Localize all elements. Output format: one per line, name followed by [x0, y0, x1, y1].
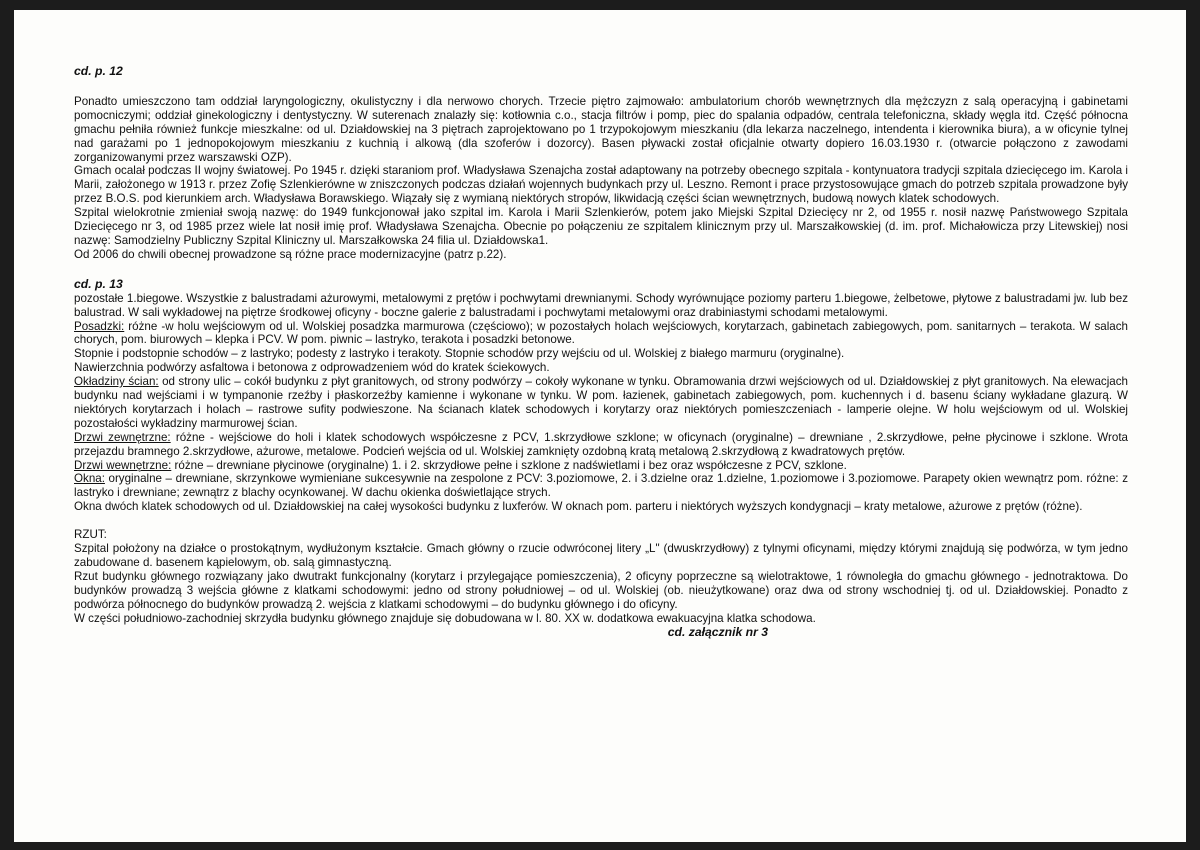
label-okna: Okna:	[74, 472, 105, 486]
paragraph-text: różne - wejściowe do holi i klatek schodowych współczesne z PCV, 1.skrzydłowe szklone; w oficynach (oryginalne) – drewniane , 2.skrzydłowe, pełne płycinowe i szklone. Wrota przejazdu bramnego 2.skrzydłowe, ażurowe, metalowe. Podcień wejścia od ul. Wolskiej zamknięty ozdobną kratą metalową 2.skrzydłową z kwadratowych prętów.	[74, 430, 1128, 458]
paragraph: Szpital położony na działce o prostokątnym, wydłużonym kształcie. Gmach główny o rzucie odwróconej litery „L" (dwuskrzydłowy) z tylnymi oficynami, między którymi znajdują się podwórza, w tym jedno zabudowane d. basenem kąpielowym, ob. salą gimnastyczną.	[74, 542, 1128, 569]
paragraph: W części południowo-zachodniej skrzydła budynku głównego znajduje się dobudowana w l. 80. XX w. dodatkowa ewakuacyjna klatka schodowa.	[74, 611, 816, 625]
label-okladziny: Okładziny ścian:	[74, 375, 159, 389]
document-page	[14, 10, 1186, 842]
section-heading-p13: cd. p. 13	[74, 276, 123, 291]
spacer	[74, 514, 1128, 528]
paragraph: Ponadto umieszczono tam oddział laryngologiczny, okulistyczny i dla nerwowo chorych. Trzecie piętro zajmowało: ambulatorium chorób wewnętrznych dla mężczyzn z salą operacyjną i gabinetami pomocniczymi; oddział ginekologiczny i dentystyczny. W suterenach znalazły się: kotłownia c.o., stacja filtrów i pomp, piec do spalania odpadów, centrala telefoniczna, składy węgla itd. Część północna gmachu pełniła również funkcje mieszkalne: od ul. Działdowskiej na 3 piętrach zaprojektowano po 1 trzypokojowym mieszkaniu (dla lekarza naczelnego, intendenta i kierownika biura), a w oficynie tylnej nad garażami po 1 jednopokojowym mieszkaniu z kuchnią i alkową (dla szoferów i dozorcy). Basen pływacki został oficjalnie otwarty dopiero 16.03.1930 r. (otwarcie połączono z zawodami zorganizowanymi przez warszawski OZP).	[74, 94, 1128, 164]
section-heading-rzut: RZUT:	[74, 528, 107, 542]
paragraph: pozostałe 1.biegowe. Wszystkie z balustradami ażurowymi, metalowymi z prętów i pochwytami drewnianymi. Schody wyrównujące poziomy parteru 1.biegowe, żelbetowe, płytowe z balustradami jw. lub bez balustrad. W sali wykładowej na piętrze środkowej oficyny - boczne galerie z balustradami i pochwytami metalowymi oraz drabiniastymi schodami metalowymi.	[74, 291, 1128, 319]
paragraph: Gmach ocalał podczas II wojny światowej. Po 1945 r. dzięki staraniom prof. Władysława Szenajcha został adaptowany na potrzeby obecnego szpitala - kontynuatora tradycji szpitala dziecięcego im. Karola i Marii, założonego w 1913 r. przez Zofię Szlenkierówne w zniszczonych podczas działań wojennych budynkach przy ul. Leszno. Remont i prace przystosowujące gmach do potrzeb szpitala prowadzone były przez B.O.S. pod kierunkiem arch. Władysława Borawskiego. Wiązały się z wymianą niektórych stropów, likwidacją części ścian wewnętrznych, budową nowych klatek schodowych.	[74, 164, 1128, 206]
paragraph-text: oryginalne – drewniane, skrzynkowe wymieniane sukcesywnie na zespolone z PCV: 3.poziomowe, 2. i 3.dzielne oraz 1.dzielne, 1.poziomowe i 3.poziomowe. Parapety okien wewnątrz pom. różne: z lastryko i drewniane; zewnątrz z blachy ocynkowanej. W dachu okienka doświetlające strych.	[74, 472, 1128, 500]
paragraph: Rzut budynku głównego rozwiązany jako dwutrakt funkcjonalny (korytarz i przylegające pomieszczenia), 2 oficyny poprzeczne są wielotraktowe, 1 równoległa do gmachu głównego - jednotraktowa. Do budynków prowadzą 3 wejścia główne z klatkami schodowymi: jedno od strony południowej – od ul. Wolskiej (ob. nieużytkowane) oraz dwa od strony wschodniej tj. od ul. Działdowskiej. Ponadto z podwórza północnego do budynków prowadzą 2. wejścia z klatkami schodowymi – do budynku głównego i do oficyny.	[74, 569, 1128, 611]
paragraph-text: różne -w holu wejściowym od ul. Wolskiej posadzka marmurowa (częściowo); w pozostałych holach wejściowych, korytarzach, gabinetach zabiegowych, pom. sanitarnych – terakota. W salach chorych, pom. biurowych – klepka i PCV. W pom. piwnic – lastryko, terakota i posadzki betonowe.	[74, 319, 1128, 347]
label-drzwi-wewnetrzne: Drzwi wewnętrzne:	[74, 458, 172, 472]
paragraph-wall-cladding	[74, 375, 1128, 431]
label-drzwi-zewnetrzne: Drzwi zewnętrzne:	[74, 430, 171, 444]
paragraph: Szpital wielokrotnie zmieniał swoją nazwę: do 1949 funkcjonował jako szpital im. Karola i Marii Szlenkierów, potem jako Miejski Szpital Dziecięcy nr 2, od 1955 r. nosił nazwę Państwowego Szpitala Dziecięcego nr 3, od 1985 przez wiele lat nosił imię prof. Władysława Szenajcha. Obecnie po połączeniu ze szpitalem klinicznym przy ul. Marszałkowskiej (d. im. prof. Michałowicza przy Litewskiej) nosi nazwę: Samodzielny Publiczny Szpital Kliniczny ul. Marszałkowska 24 filia ul. Działdowska1.	[74, 206, 1128, 247]
paragraph: Nawierzchnia podwórzy asfaltowa i betonowa z odprowadzeniem wód do kratek ściekowych.	[74, 361, 550, 375]
paragraph: Okna dwóch klatek schodowych od ul. Działdowskiej na całej wysokości budynku z luxferów. W oknach pom. parteru i niektórych wyższych kondygnacji – kraty metalowe, ażurowe z prętów (różne).	[74, 500, 1083, 514]
paragraph: Stopnie i podstopnie schodów – z lastryko; podesty z lastryko i terakoty. Stopnie schodów przy wejściu od ul. Wolskiej z białego marmuru (oryginalne).	[74, 347, 845, 361]
paragraph: Od 2006 do chwili obecnej prowadzone są różne prace modernizacyjne (patrz p.22).	[74, 247, 507, 261]
section-heading-p12: cd. p. 12	[74, 64, 123, 78]
paragraph-external-doors	[74, 431, 1128, 459]
paragraph-text: różne – drewniane płycinowe (oryginalne) 1. i 2. skrzydłowe pełne i szklone z nadświetlami i bez oraz współczesne z PCV, szklone.	[171, 458, 847, 472]
paragraph-text: od strony ulic – cokół budynku z płyt granitowych, od strony podwórzy – cokoły wykonane w tynku. Obramowania drzwi wejściowych od ul. Działdowskiej z płyt granitowych. Na elewacjach budynku nad wejściami i w tympanonie rzeźby i płaskorzeźby kamienne i wykonane w tynku. W pom. łazienek, gabinetach zabiegowych, pom. kuchennych i d. basenu ściany wykładane glazurą. W niektórych korytarzach i holach – rastrowe sufity podwieszone. Na ścianach klatek schodowych i korytarzy oraz niektórych pomieszczeniach - lamperie olejne. W holu wejściowym od ul. Wolskiej pozostałości wykładziny marmurowej ścian.	[74, 375, 1129, 430]
paragraph-internal-doors	[74, 459, 1128, 473]
continuation-note: cd. załącznik nr 3	[667, 624, 768, 639]
paragraph-floors	[74, 320, 1128, 348]
paragraph-windows	[74, 472, 1128, 500]
label-posadzki: Posadzki:	[74, 319, 125, 333]
